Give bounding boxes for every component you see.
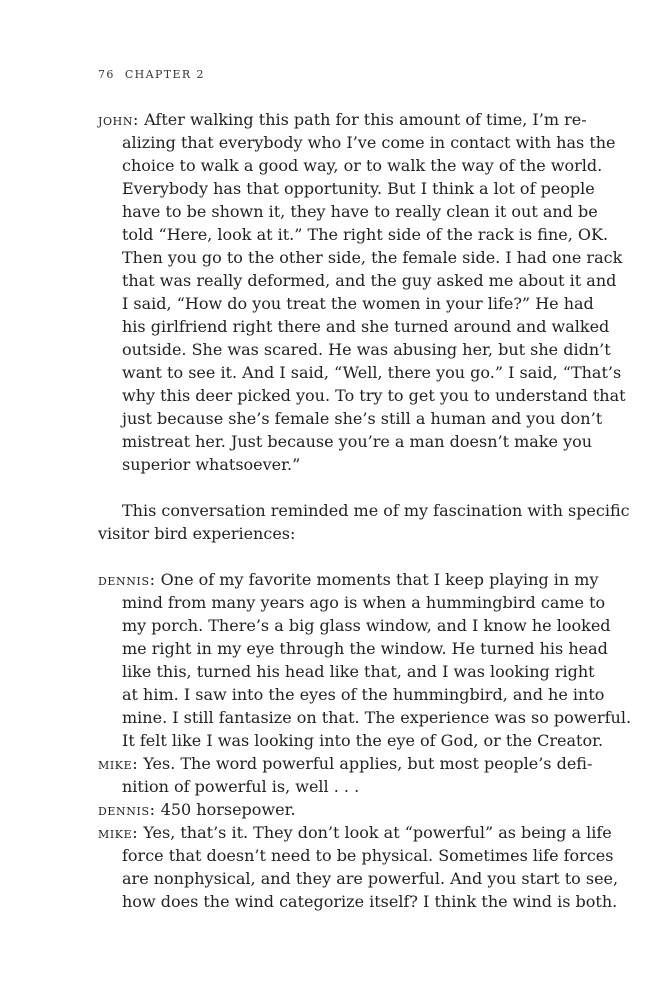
dialogue-mike-final: [98, 821, 619, 913]
page-number: 76: [98, 68, 115, 81]
text-line: [98, 821, 612, 844]
text-line: my porch. There’s a big glass window, and I know he looked: [122, 616, 611, 635]
text-span: Yes, that’s it. They don’t look at “powerful” as being a life: [138, 823, 612, 842]
text-span: After walking this path for this amount of time, I’m re-: [139, 110, 587, 129]
text-line: at him. I saw into the eyes of the hummingbird, and he into: [122, 685, 605, 704]
text-line: I said, “How do you treat the women in your life?” He had: [122, 294, 594, 313]
text-line: force that doesn’t need to be physical. Sometimes life forces: [122, 846, 614, 865]
speaker-label: dennis:: [98, 570, 156, 589]
text-line: Then you go to the other side, the female side. I had one rack: [122, 248, 623, 267]
text-line: why this deer picked you. To try to get you to understand that: [122, 386, 626, 405]
text-line: Everybody has that opportunity. But I think a lot of people: [122, 179, 595, 198]
text-line: his girlfriend right there and she turned around and walked: [122, 317, 610, 336]
page-body: [98, 108, 632, 913]
text-span: One of my favorite moments that I keep playing in my: [155, 570, 599, 589]
text-line: choice to walk a good way, or to walk the way of the world.: [122, 156, 603, 175]
text-line: told “Here, look at it.” The right side of the rack is fine, OK.: [122, 225, 609, 244]
text-line: It felt like I was looking into the eye of God, or the Creator.: [122, 731, 604, 750]
dialogue-mike: [98, 752, 593, 798]
text-line: are nonphysical, and they are powerful. And you start to see,: [122, 869, 619, 888]
text-line: have to be shown it, they have to really clean it out and be: [122, 202, 598, 221]
narrative-paragraph: [98, 499, 630, 545]
dialogue-john: [98, 108, 626, 476]
paragraph-gap: [98, 545, 553, 568]
text-line: superior whatsoever.”: [122, 455, 301, 474]
text-line: mind from many years ago is when a hummingbird came to: [122, 593, 606, 612]
text-span: 450 horsepower.: [155, 800, 296, 819]
text-line: like this, turned his head like that, and I was looking right: [122, 662, 595, 681]
dialogue-dennis-reply: [98, 798, 553, 821]
speaker-label: mike:: [98, 754, 139, 773]
text-line: mine. I still fantasize on that. The experience was so powerful.: [122, 708, 632, 727]
speaker-label: mike:: [98, 823, 139, 842]
speaker-label: john:: [98, 110, 140, 129]
paragraph-gap: [98, 476, 553, 499]
text-line: mistreat her. Just because you’re a man doesn’t make you: [122, 432, 593, 451]
text-line: that was really deformed, and the guy asked me about it and: [122, 271, 617, 290]
text-line: me right in my eye through the window. He turned his head: [122, 639, 608, 658]
text-line: This conversation reminded me of my fascination with specific: [122, 501, 630, 520]
text-line: outside. She was scared. He was abusing her, but she didn’t: [122, 340, 611, 359]
chapter-label: CHAPTER 2: [124, 68, 205, 81]
speaker-label: dennis:: [98, 800, 156, 819]
text-line: visitor bird experiences:: [98, 524, 296, 543]
text-line: nition of powerful is, well . . .: [122, 777, 360, 796]
running-head: [98, 68, 205, 81]
text-line: [98, 752, 593, 775]
text-line: [98, 108, 587, 131]
dialogue-dennis: [98, 568, 632, 752]
text-span: Yes. The word powerful applies, but most people’s defi-: [138, 754, 593, 773]
text-line: [98, 798, 553, 821]
text-line: just because she’s female she’s still a human and you don’t: [122, 409, 603, 428]
text-line: alizing that everybody who I’ve come in contact with has the: [122, 133, 616, 152]
text-line: want to see it. And I said, “Well, there you go.” I said, “That’s: [122, 363, 622, 382]
text-line: how does the wind categorize itself? I think the wind is both.: [122, 892, 618, 911]
text-line: [98, 568, 599, 591]
